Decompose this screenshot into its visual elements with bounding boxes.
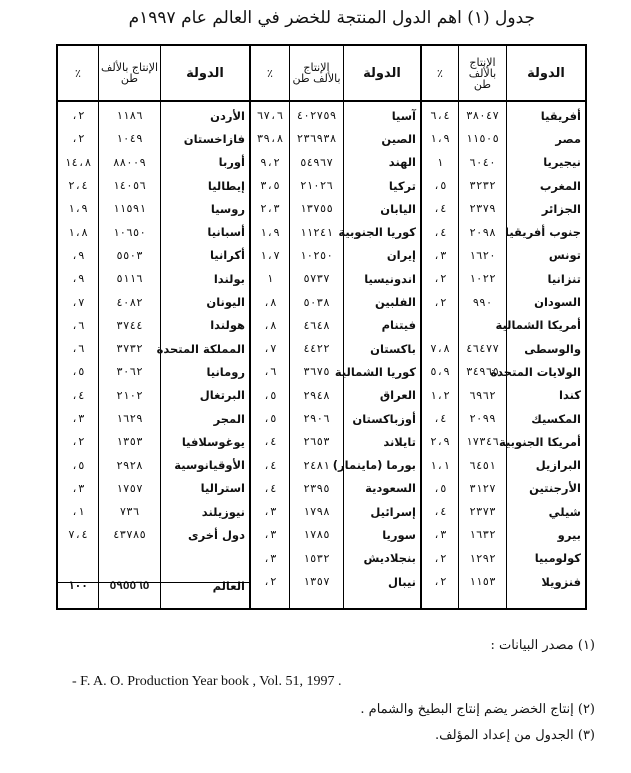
table-cell-country: أوربا [218, 155, 245, 170]
table-cell-prod: ٧٣٦ [119, 505, 140, 519]
table-cell-country: أمريكا الجنوبية [499, 434, 581, 449]
table-cell-prod: ٤٦٤٧٧ [465, 342, 500, 356]
table-cell-pct: ،٣ [71, 481, 85, 495]
table-cell-pct: ،٤ [263, 458, 277, 472]
section-left [58, 46, 249, 608]
table-cell-prod: ١١٥٠٥ [465, 132, 500, 146]
table-cell-country: هولندا [210, 318, 245, 333]
table-cell-prod: ٢٦٥٣ [303, 435, 330, 449]
section-right [420, 46, 585, 608]
table-cell-country: أكرانيا [209, 248, 245, 263]
column-header-prod: الإنتاج بالألف طن [290, 46, 343, 102]
table-cell-prod: ١١٥٩١ [112, 202, 147, 216]
table-cell-prod: ٣٦٧٥ [303, 365, 330, 379]
table-cell-prod: ٥٧٣٧ [303, 272, 330, 286]
table-cell-country [161, 547, 249, 570]
table-cell-prod: ٢٩٤٨ [303, 388, 330, 402]
table-cell-prod: ٦٩٦٢ [469, 388, 496, 402]
table-cell-country: فيتنام [381, 318, 416, 333]
column-header-pct: ٪ [58, 46, 98, 102]
source-label: (١) مصدر البيانات : [490, 638, 595, 653]
table-cell-pct: ،٨ [263, 318, 277, 332]
table-cell-country: فنزويلا [541, 574, 581, 589]
table-cell-pct: ،٣ [433, 528, 447, 542]
column-pct [58, 46, 98, 608]
table-cell-country: كوريا الجنوبية [338, 225, 416, 240]
table-cell-prod: ٣٤٩٦٥ [465, 365, 500, 379]
table-cell-country: روسيا [210, 201, 245, 216]
table-cell-pct: ،١ [71, 505, 85, 519]
table-cell-pct: ،٦ [263, 365, 277, 379]
table-cell-pct: ،٣ [433, 248, 447, 262]
table-cell-pct: ،٨ [263, 295, 277, 309]
column-header-country: الدولة [161, 46, 249, 102]
table-cell-pct: ،٣ [263, 551, 277, 565]
table-cell-pct: ٧،٤ [68, 528, 88, 542]
vegetables-production-table [56, 44, 587, 610]
column-prod [98, 46, 160, 608]
table-cell-pct: ،٢ [433, 575, 447, 589]
table-cell-pct: ١،٨ [68, 225, 88, 239]
table-cell-country: الصين [381, 131, 416, 146]
table-title: جدول (١) اهم الدول المنتجة للخضر في العالم عام ١٩٩٧م [128, 8, 535, 28]
table-cell-pct: ،٦ [71, 342, 85, 356]
source-reference: - F. A. O. Production Year book , Vol. 51, 1997 . [72, 674, 342, 689]
table-cell-pct: ،٥ [433, 481, 447, 495]
table-cell-prod: ٢١٠٢ [116, 388, 143, 402]
table-cell-pct: ٣،٥ [260, 179, 280, 193]
table-cell-country: بورما (ماينمار) [332, 458, 416, 473]
table-cell-prod: ٢٣٩٥ [303, 481, 330, 495]
table-cell-country: أسبانيا [207, 225, 245, 240]
table-cell-country: اليونان [206, 295, 245, 310]
table-cell-country: تركيا [388, 178, 416, 193]
table-cell-pct: ،٢ [433, 272, 447, 286]
column-country [490, 46, 585, 608]
table-cell-country: تايلاند [383, 434, 416, 449]
table-cell-pct: ،٣ [263, 528, 277, 542]
table-cell-pct: ٦،٤ [430, 109, 450, 123]
table-cell-pct: ،٤ [433, 225, 447, 239]
table-cell-prod: ١٦٢٩ [116, 412, 143, 425]
table-cell-pct: ،٥ [71, 365, 85, 379]
table-cell-country: أفريقيا [540, 108, 581, 123]
table-cell-country: بنجلاديش [363, 551, 416, 566]
table-cell-prod: ٩٩٠ [472, 295, 493, 309]
table-cell-prod [99, 547, 160, 570]
table-cell-pct [422, 314, 458, 337]
table-cell-country: نيوزيلند [201, 504, 245, 519]
table-cell-pct: ،٧ [71, 295, 85, 309]
column-prod [289, 46, 343, 608]
table-cell-pct: ،٦ [71, 318, 85, 332]
table-cell-country: يوغوسلافيا [181, 434, 245, 449]
table-cell-prod: ٤٣٧٨٥ [112, 528, 147, 542]
table-cell-country: إيطاليا [207, 178, 245, 193]
table-cell-prod: ٢٩٠٦ [303, 412, 330, 425]
table-cell-pct: ١،٩ [68, 202, 88, 216]
table-cell-country: المجر [213, 411, 245, 426]
column-header-pct: ٪ [422, 46, 458, 102]
table-cell-country: العراق [379, 388, 416, 403]
table-cell-country: كولومبيا [534, 551, 581, 566]
table-cell-pct [58, 547, 98, 570]
table-cell-prod: ١٦٣٢ [469, 528, 496, 542]
table-cell-pct: ،٥ [263, 412, 277, 425]
table-cell-prod: ١٠٢٢ [469, 272, 496, 286]
table-cell-pct: ١،٧ [260, 248, 280, 262]
table-cell-prod: ٤٠٢٧٥٩ [296, 109, 337, 123]
table-cell-prod: ١٧٩٨ [303, 505, 330, 519]
table-cell-pct: ،٣ [263, 505, 277, 519]
table-cell-pct: ،٤ [263, 435, 277, 449]
table-cell-prod: ٤٠٨٢ [116, 295, 143, 309]
table-cell-country: السودان [534, 295, 581, 310]
table-cell-country: شيلي [548, 504, 581, 519]
table-cell-pct: ،٥ [263, 388, 277, 402]
total-cell-country: العالم [212, 578, 245, 593]
table-cell-prod: ٢٠٩٩ [469, 412, 496, 425]
table-cell-country: اندونيسيا [364, 271, 416, 286]
column-pct [422, 46, 458, 608]
table-cell-country: اليابان [380, 201, 416, 216]
table-cell-country: جنوب أفريقيا [505, 225, 581, 240]
table-cell-prod: ٣٧٣٢ [116, 342, 143, 356]
table-cell-country: فازاخستان [183, 131, 245, 146]
column-pct [251, 46, 289, 608]
table-cell-country: إسرائيل [370, 504, 416, 519]
column-header-prod: الإنتاج بالألف طن [99, 46, 160, 102]
world-total-row [58, 582, 249, 609]
table-cell-pct: ٥،٩ [430, 365, 450, 379]
table-cell-prod: ٨٨٠٠٩ [112, 155, 147, 169]
table-cell-prod: ١٧٨٥ [303, 528, 330, 542]
table-cell-country: الولايات المتحدة [490, 364, 581, 379]
table-cell-pct: ،٤ [433, 202, 447, 216]
note-3: (٣) الجدول من إعداد المؤلف. [435, 728, 595, 743]
table-cell-prod: ٥٤٩٦٧ [299, 155, 334, 169]
table-cell-prod: ٣١٢٧ [469, 481, 496, 495]
table-cell-pct: ،٢ [433, 295, 447, 309]
table-cell-pct: ٧،٨ [430, 342, 450, 356]
table-cell-prod: ٢٣٦٩٣٨ [296, 132, 337, 146]
table-cell-prod: ١١٥٣ [469, 575, 496, 589]
table-cell-country: السعودية [365, 481, 416, 496]
table-cell-country: أمريكا الشمالية [495, 318, 581, 333]
table-cell-country: تنزانيا [547, 271, 581, 286]
table-cell-prod: ٣٧٤٤ [116, 318, 143, 332]
table-cell-pct: ٣٩،٨ [256, 132, 284, 146]
table-cell-pct: ،٥ [71, 458, 85, 472]
table-cell-country: سوريا [382, 527, 416, 542]
note-2: (٢) إنتاج الخضر يضم إنتاج البطيخ والشمام . [360, 702, 595, 717]
table-cell-pct: ٩،٢ [260, 155, 280, 169]
table-cell-prod: ١٥٣٢ [303, 551, 330, 565]
column-country [332, 46, 420, 608]
table-cell-prod: ٢٣٧٩ [469, 202, 496, 216]
table-cell-pct: ،٤ [433, 412, 447, 425]
table-cell-pct: ،٤ [71, 388, 85, 402]
table-cell-pct: ،٢ [71, 109, 85, 123]
table-cell-country: آسيا [391, 108, 416, 123]
table-cell-country: دول أخرى [188, 527, 245, 542]
table-cell-pct: ٦٧،٦ [256, 109, 284, 123]
section-middle [249, 46, 420, 608]
table-cell-prod: ٥١١٦ [116, 272, 143, 286]
table-cell-country: البرتغال [199, 388, 245, 403]
table-cell-country: الهند [388, 155, 416, 170]
table-cell-country: الأردن [210, 108, 245, 123]
table-cell-prod: ٢١٠٢٦ [299, 179, 334, 193]
table-cell-country: المكسيك [531, 411, 581, 426]
table-cell-prod: ٤٤٢٢ [303, 342, 330, 356]
table-cell-country: الجزائر [541, 201, 581, 216]
table-cell-prod: ١٣٥٧ [303, 575, 330, 589]
table-cell-prod: ٦٠٤٠ [469, 155, 496, 169]
column-header-pct: ٪ [251, 46, 289, 102]
table-cell-country: والوسطى [524, 341, 581, 356]
table-cell-country: بولندا [213, 271, 245, 286]
table-cell-pct: ٢،٣ [260, 202, 280, 216]
table-cell-pct: ،٩ [71, 248, 85, 262]
table-cell-country: الأوقيانوسية [174, 458, 245, 473]
table-cell-pct: ،٣ [71, 412, 85, 425]
table-cell-country: أوزباكستان [352, 411, 416, 426]
table-cell-prod: ٦٤٥١ [469, 458, 496, 472]
table-cell-prod: ١٧٥٧ [116, 481, 143, 495]
table-cell-pct: ،٤ [433, 505, 447, 519]
table-cell-pct: ١٤،٨ [64, 155, 92, 169]
table-cell-country: باكستان [370, 341, 416, 356]
total-cell-pct: ١٠٠ [68, 579, 88, 593]
table-cell-country: كندا [559, 388, 581, 403]
table-cell-prod: ٢٠٩٨ [469, 225, 496, 239]
table-cell-pct: ،٢ [71, 435, 85, 449]
table-cell-pct: ٢،٩ [430, 435, 450, 449]
table-cell-prod: ٣٢٣٢ [469, 179, 496, 193]
table-cell-pct: ،٥ [433, 179, 447, 193]
table-cell-prod: ١٠٤٩ [116, 132, 143, 146]
table-cell-prod: ١٣٧٥٥ [299, 202, 334, 216]
table-cell-country: إيران [386, 248, 416, 263]
table-cell-prod: ١١٢٤١ [299, 225, 334, 239]
table-cell-prod: ٥٠٣٨ [303, 295, 330, 309]
table-cell-pct: ٢،٤ [68, 179, 88, 193]
table-cell-country: المملكة المتحدة [156, 341, 245, 356]
table-cell-prod: ٥٥٠٣ [116, 248, 143, 262]
table-cell-pct: ،٢ [433, 551, 447, 565]
table-cell-country: المغرب [539, 178, 581, 193]
table-cell-pct: ،٩ [71, 272, 85, 286]
table-cell-prod: ١٧٣٤٦ [465, 435, 500, 449]
table-cell-country: الأرجنتين [529, 481, 581, 496]
column-country [156, 46, 249, 608]
table-cell-pct: ١،٩ [260, 225, 280, 239]
table-cell-prod: ٢٩٢٨ [116, 458, 143, 472]
table-cell-pct: ،٢ [263, 575, 277, 589]
table-cell-country: كوريا الشمالية [334, 364, 416, 379]
table-cell-prod: ٣٠٦٢ [116, 365, 143, 379]
table-cell-country: بيرو [557, 527, 581, 542]
table-cell-pct: ١،١ [430, 458, 450, 472]
table-cell-pct: ١،٢ [430, 388, 450, 402]
total-cell-prod: ٥٩٥٥٦٥ [109, 579, 150, 593]
table-cell-prod: ٢٣٧٣ [469, 505, 496, 519]
table-cell-country: تونس [548, 248, 581, 263]
column-header-prod: الإنتاج بالألف طن [459, 46, 506, 102]
table-cell-prod: ١١٨٦ [116, 109, 143, 123]
table-cell-pct: ١،٩ [430, 132, 450, 146]
table-cell-pct: ،٢ [71, 132, 85, 146]
table-cell-prod: ١٠٦٥٠ [112, 225, 147, 239]
table-cell-prod: ١٢٩٢ [469, 551, 496, 565]
table-cell-prod: ٣٨٠٤٧ [465, 109, 500, 123]
table-cell-pct: ،٤ [263, 481, 277, 495]
table-cell-prod: ١٦٢٠ [469, 248, 496, 262]
table-cell-pct: ،٧ [263, 342, 277, 356]
table-cell-pct: ١ [436, 155, 444, 169]
table-cell-prod: ٤٦٤٨ [303, 318, 330, 332]
table-cell-pct: ١ [266, 272, 274, 286]
table-cell-country: الفلبين [375, 295, 416, 310]
table-cell-country: نيبال [387, 574, 416, 589]
table-cell-prod: ١٤٠٥٦ [112, 179, 147, 193]
column-header-country: الدولة [344, 46, 420, 102]
table-cell-prod: ٢٤٨١ [303, 458, 330, 472]
table-cell-country: مصر [555, 131, 581, 146]
column-header-country: الدولة [507, 46, 585, 102]
table-cell-country: رومانيا [206, 364, 245, 379]
table-cell-country: نيجيريا [543, 155, 581, 170]
table-cell-country: استراليا [200, 481, 245, 496]
table-cell-prod: ١٠٢٥٠ [299, 248, 334, 262]
table-cell-prod: ١٣٥٣ [116, 435, 143, 449]
table-cell-country: البرازيل [535, 458, 581, 473]
